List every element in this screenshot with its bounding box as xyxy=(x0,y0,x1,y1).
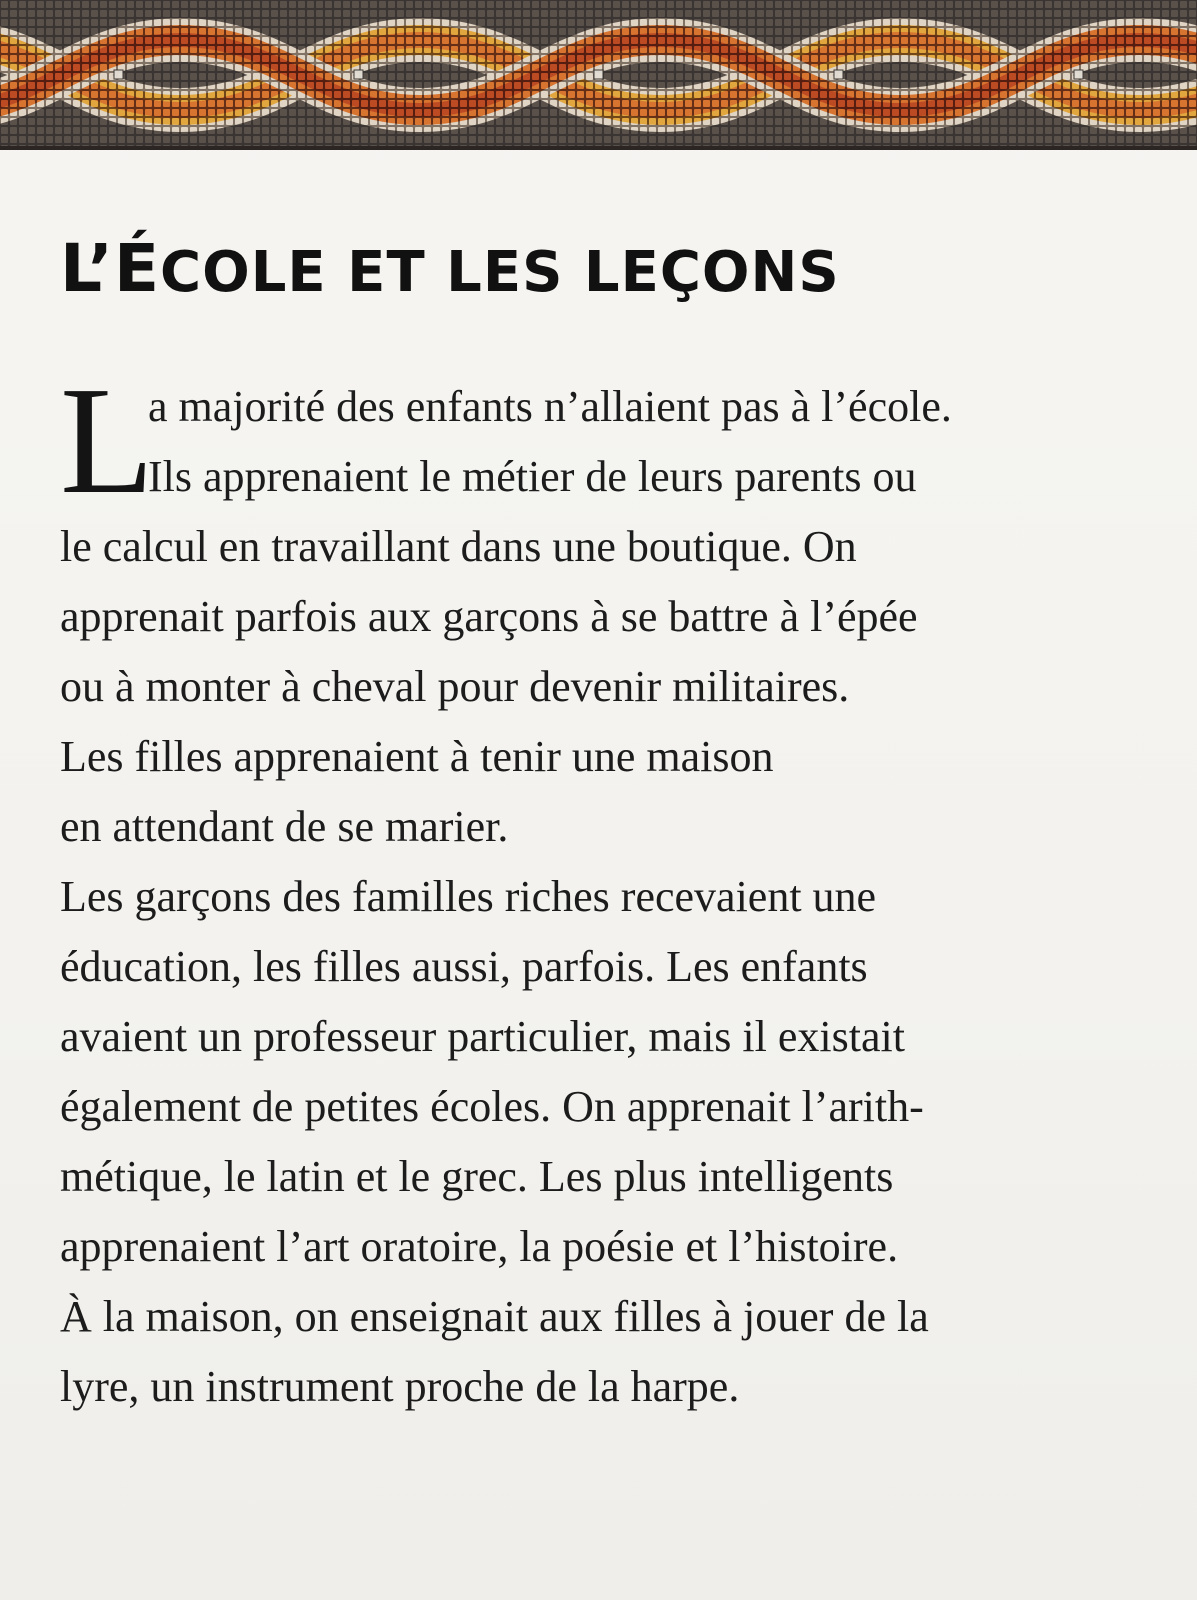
text-line: À la maison, on enseignait aux filles à jouer de la xyxy=(60,1292,929,1341)
text-line: Ils apprenaient le métier de leurs parents ou xyxy=(148,452,917,501)
page-title-first: L’É xyxy=(60,230,161,307)
mosaic-border-edge xyxy=(0,146,1197,150)
page-title-rest: COLE ET LES LEÇONS xyxy=(160,240,840,305)
text-line: le calcul en travaillant dans une boutique. On xyxy=(60,522,857,571)
body-paragraph xyxy=(60,356,1160,1422)
mosaic-guilloche-pattern xyxy=(0,0,1197,148)
text-line: apprenaient l’art oratoire, la poésie et l’histoire. xyxy=(60,1222,899,1271)
drop-cap: L xyxy=(60,356,155,526)
text-line: apprenait parfois aux garçons à se battre à l’épée xyxy=(60,592,918,641)
drop-cap-block xyxy=(60,356,1160,526)
text-line: Les filles apprenaient à tenir une maison xyxy=(60,732,774,781)
text-line: métique, le latin et le grec. Les plus intelligents xyxy=(60,1152,894,1201)
text-line: également de petites écoles. On apprenait l’arith- xyxy=(60,1082,924,1131)
text-line: éducation, les filles aussi, parfois. Les enfants xyxy=(60,942,868,991)
text-line: en attendant de se marier. xyxy=(60,802,509,851)
mosaic-border xyxy=(0,0,1197,148)
text-line: Les garçons des familles riches recevaient une xyxy=(60,872,877,921)
text-line: avaient un professeur particulier, mais il existait xyxy=(60,1012,905,1061)
text-line: a majorité des enfants n’allaient pas à l’école. xyxy=(148,382,952,431)
text-line: ou à monter à cheval pour devenir militaires. xyxy=(60,662,850,711)
text-line: lyre, un instrument proche de la harpe. xyxy=(60,1362,740,1411)
page-title xyxy=(60,230,840,307)
